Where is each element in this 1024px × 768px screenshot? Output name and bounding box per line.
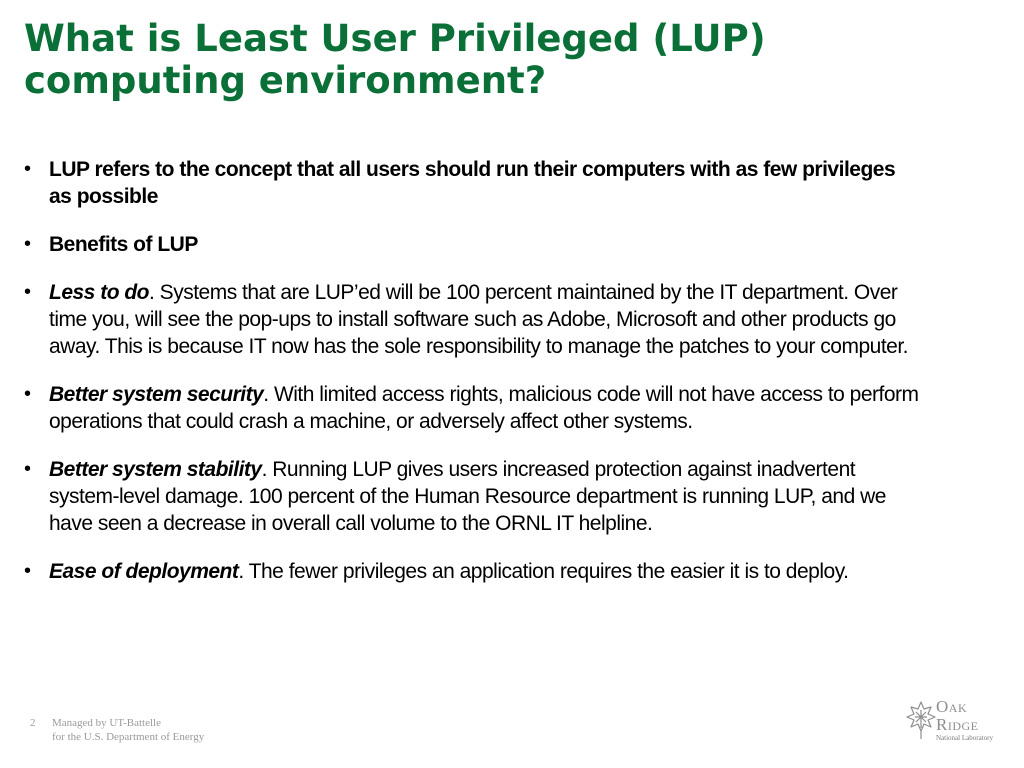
logo-text [936,698,993,742]
managed-by-text [52,716,204,744]
bullet-text: . The fewer privileges an application requires the easier it is to deploy. [238,560,849,583]
bullet-dot-icon: • [24,458,31,480]
bullet-text: . Running LUP gives users increased protection against inadvertent system-level damage. 100 percent of the Human Resource department is running LUP, and we have seen a decrease in overall call volume to the ORNL IT helpline. [49,458,886,535]
page-number: 2 [30,717,36,729]
bullet-better-security [22,381,922,435]
bullet-better-stability [22,456,922,537]
bullet-term: Better system stability [49,458,262,481]
slide-title [24,18,984,102]
bullet-dot-icon: • [24,158,31,180]
logo-ridge: Ridge [936,715,979,734]
bullet-dot-icon: • [24,383,31,405]
slide-title-line-1: What is Least User Privileged (LUP) [24,17,766,60]
bullet-ease-of-deployment [22,558,922,585]
bullet-term: Ease of deployment [49,560,239,583]
leaf-icon [906,700,936,740]
bullet-term: Better system security [49,383,264,406]
slide-title-line-2: computing environment? [24,59,547,102]
managed-by-line-2: for the U.S. Department of Energy [52,731,205,743]
bullet-text: LUP refers to the concept that all users should run their computers with as few privileges as possible [49,158,896,208]
bullet-lup-definition [22,156,922,210]
bullet-list [22,156,922,606]
logo-national-laboratory: National Laboratory [936,734,993,742]
bullet-dot-icon: • [24,281,31,303]
bullet-less-to-do [22,279,922,360]
bullet-text: . With limited access rights, malicious code will not have access to perform operations that could crash a machine, or adversely affect other systems. [49,383,919,433]
bullet-dot-icon: • [24,560,31,582]
bullet-text: Benefits of LUP [49,233,198,256]
bullet-term: Less to do [49,281,150,304]
logo-oak: Oak [936,697,968,716]
bullet-dot-icon: • [24,233,31,255]
bullet-text: . Systems that are LUP’ed will be 100 percent maintained by the IT department. Over time you, will see the pop-ups to install software such as Adobe, Microsoft and other products go away. This is because IT now has the sole responsibility to manage the patches to your computer. [49,281,908,358]
managed-by-line-1: Managed by UT-Battelle [52,717,161,729]
bullet-benefits-heading [22,231,922,258]
ornl-logo [906,696,1002,748]
